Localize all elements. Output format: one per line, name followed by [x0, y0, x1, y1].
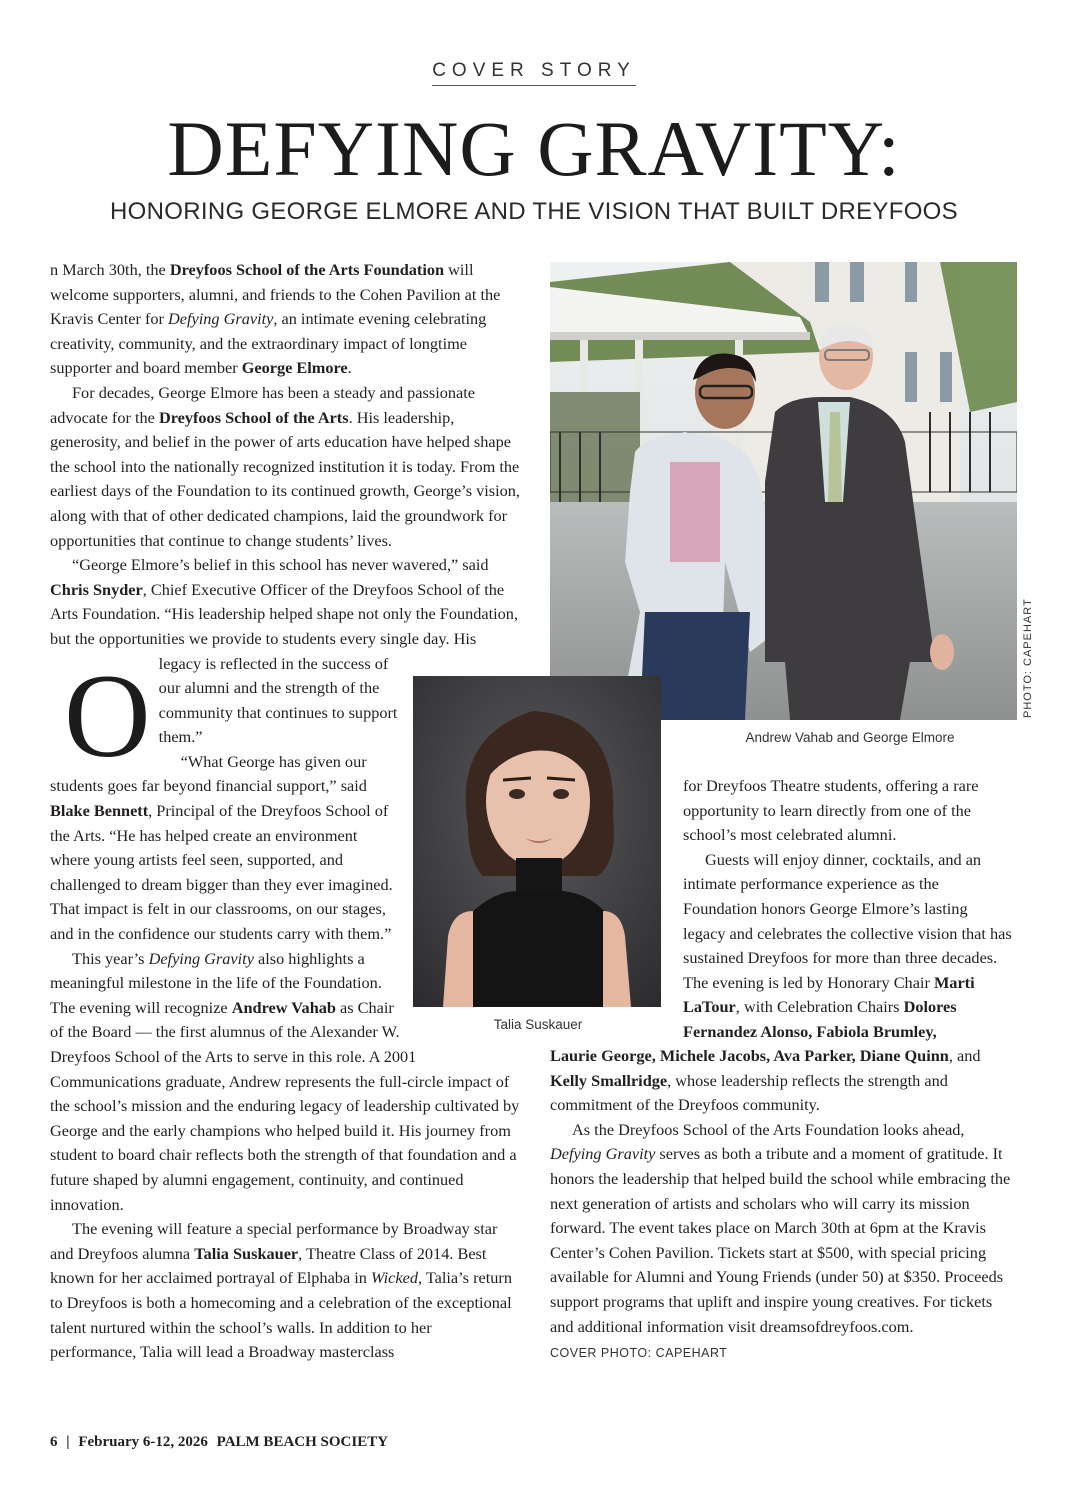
article-column-right-bottom — [550, 1044, 1013, 1366]
paragraph: for Dreyfoos Theatre students, offering a rare opportunity to learn directly from one of the school’s most celebrated alumni. — [683, 776, 979, 845]
article-subtitle: HONORING GEORGE ELMORE AND THE VISION THAT BUILT DREYFOOS — [110, 198, 958, 225]
paragraph: O n March 30th, the Dreyfoos School of the Arts Foundation will welcome supporters, alumni, and friends to the Cohen Pavilion at the Kravis Center for Defying Gravity, an intimate evening celebrating creativity, community, and the extraordinary impact of longtime supporter and board member George Elmore. — [50, 260, 501, 782]
footer-separator: | — [66, 1434, 70, 1450]
layout-spacer — [400, 663, 520, 1025]
article-column-right-top — [683, 774, 1013, 1045]
cover-photo-credit: COVER PHOTO: CAPEHART — [550, 1346, 728, 1361]
paragraph: This year’s Defying Gravity also highlights a meaningful milestone in the life of the Foundation. The evening will recognize Andrew Vahab as Chair of the Board — the first alumnus of the Alexander W. Dreyfoos School of the Arts to serve in this role. A 2001 Communications graduate, Andrew represents the full-circle impact of the school’s mission and the enduring legacy of leadership cultivated by George and the early champions who helped build it. His journey from student to board chair reflects both the strength of that foundation and a future shaped by alumni engagement, continuity, and continued innovation. — [50, 948, 520, 1214]
kicker-text: COVER STORY — [432, 60, 636, 86]
portrait-photo-caption: Talia Suskauer — [493, 1017, 583, 1032]
main-photo-image — [550, 262, 1017, 720]
article-title: DEFYING GRAVITY: — [167, 105, 901, 192]
main-photo — [550, 262, 1017, 720]
main-photo-credit: PHOTO: CAPEHART — [1022, 598, 1034, 718]
page-number: 6 — [50, 1434, 58, 1450]
article-column-left — [50, 258, 520, 1365]
paragraph: For decades, George Elmore has been a steady and passionate advocate for the Dreyfoos School of the Arts. His leadership, generosity, and belief in the power of arts education have helped shape the school into the nationally recognized institution it is today. From the earliest days of the Foundation to its continued growth, George’s vision, along with that of other dedicated champions, laid the groundwork for opportunities that continue to change students’ lives. — [50, 382, 520, 550]
issue-date: February 6-12, 2026 — [78, 1434, 208, 1450]
paragraph: Laurie George, Michele Jacobs, Ava Parker, Diane Quinn, and Kelly Smallridge, whose leadership reflects the strength and commitment of the Dreyfoos community. — [550, 1046, 981, 1115]
paragraph: “What George has given our students goes far beyond financial support,” said Blake Bennett, Principal of the Dreyfoos School of the Arts. “He has helped create an environment where young artists feel seen, supported, and challenged to dream bigger than they ever imagined. That impact is felt in our classrooms, on our stages, and in the confidence our students carry with them.” — [50, 751, 393, 944]
page-footer — [50, 1434, 388, 1451]
section-kicker — [0, 60, 1068, 86]
drop-cap: O — [64, 649, 151, 782]
paragraph: The evening will feature a special performance by Broadway star and Dreyfoos alumna Talia Suskauer, Theatre Class of 2014. Best known for her acclaimed portrayal of Elphaba in Wicked, Talia’s return to Dreyfoos is both a homecoming and a celebration of the exceptional talent nurtured within the school’s walls. In addition to her performance, Talia will lead a Broadway masterclass — [50, 1219, 512, 1362]
paragraph: As the Dreyfoos School of the Arts Foundation looks ahead, Defying Gravity serves as both a tribute and a moment of gratitude. It honors the leadership that helped build the school while embracing the next generation of artists and scholars who will carry its mission forward. The event takes place on March 30th at 6pm at the Kravis Center’s Cohen Pavilion. Tickets start at $500, with special pricing available for Alumni and Young Friends (under 50) at $350. Proceeds support programs that uplift and inspire young creatives. For tickets and additional information visit dreamsofdreyfoos.com. — [550, 1119, 1011, 1336]
paragraph: “George Elmore’s belief in this school has never wavered,” said Chris Snyder, Chief Executive Officer of the Dreyfoos School of the Arts Foundation. “His leadership helped shape not only the Foundation, but the opportunities we provide to students every single day. His legacy is reflected in the success of our alumni and the strength of the community that continues to support them.” — [50, 555, 519, 747]
paragraph: Guests will enjoy dinner, cocktails, and an intimate performance experience as the Foundation honors George Elmore’s lasting legacy and celebrates the collective vision that has sustained Dreyfoos for more than three decades. The evening is led by Honorary Chair Marti LaTour, with Celebration Chairs Dolores Fernandez Alonso, Fabiola Brumley, — [683, 849, 1012, 1041]
publication-name: PALM BEACH SOCIETY — [216, 1434, 389, 1450]
main-photo-caption: Andrew Vahab and George Elmore — [745, 730, 955, 745]
